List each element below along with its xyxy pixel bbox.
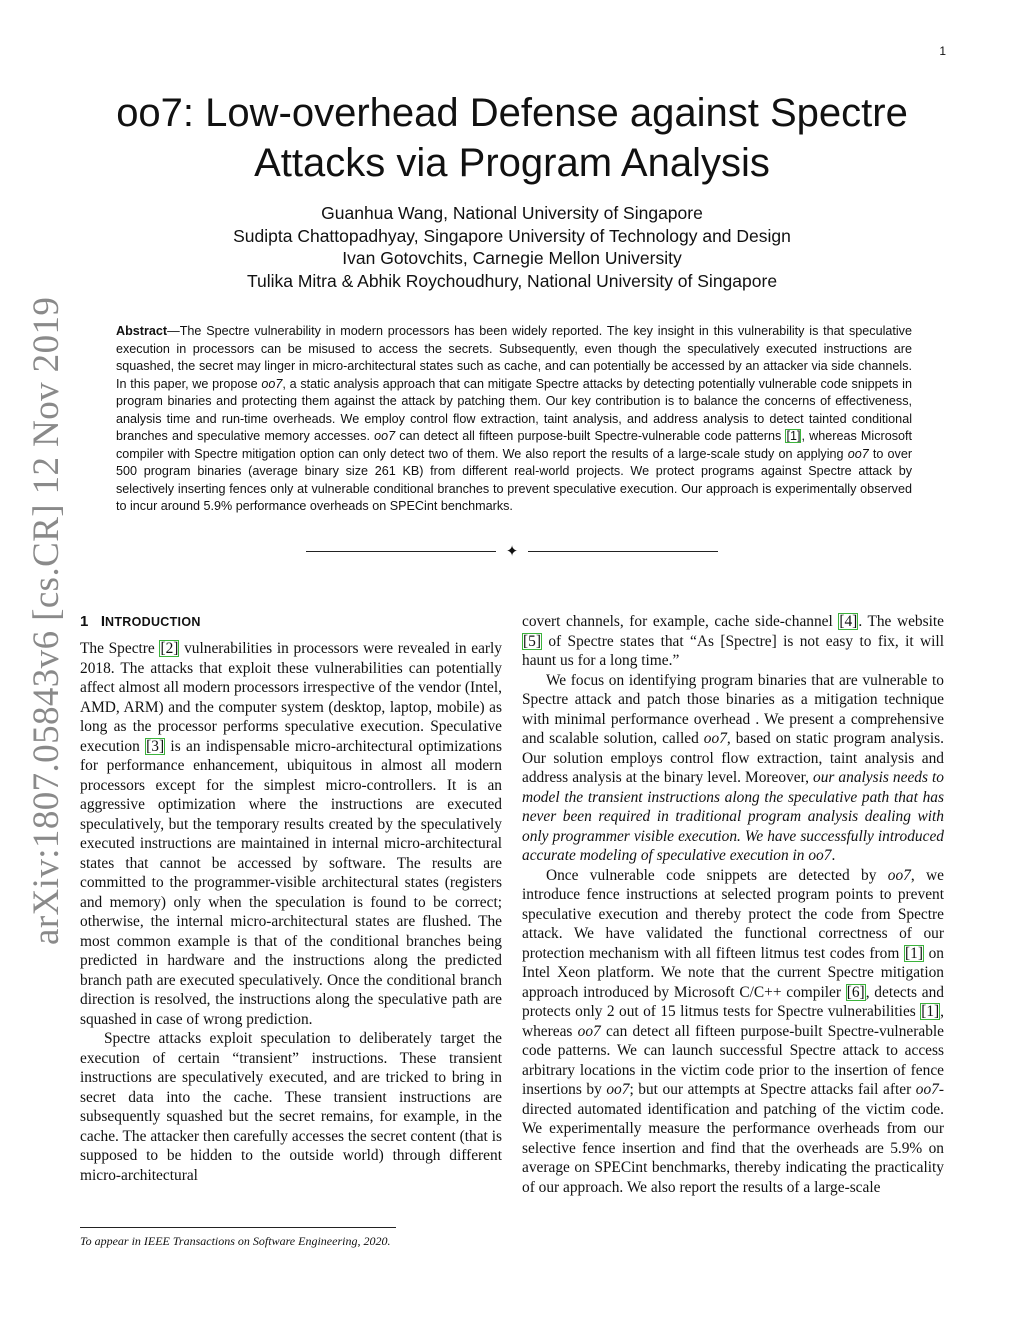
citation-link[interactable]: [4] xyxy=(839,613,858,630)
abstract: Abstract—The Spectre vulnerability in modern processors has been widely reported. The key insight in this vulnerability is that speculative execution in processors can be misused to access the secrets. Subsequently, even though the speculatively executed instructions are squashed, the secret may linger in micro-architectural states such as cache, and can potentially be accessed by an attacker via side channels. In this paper, we propose oo7, a static analysis approach that can mitigate Spectre attacks by detecting potentially vulnerable code snippets in program binaries and protecting them against the attack by patching them. Our key contribution is to balance the concerns of effectiveness, analysis time and run-time overheads. We employ control flow extraction, taint analysis, and address analysis to detect tainted conditional branches and speculative memory accesses. oo7 can detect all fifteen purpose-built Spectre-vulnerable code patterns [1], whereas Microsoft compiler with Spectre mitigation option can only detect two of them. We also report the results of a large-scale study on applying oo7 to over 500 program binaries (average binary size 261 KB) from different real-world projects. We protect programs against Spectre attack by selectively inserting fences only at vulnerable conditional branches to prevent speculative execution. Our approach is experimentally observed to incur around 5.9% performance overheads on SPECint benchmarks. xyxy=(116,324,913,513)
author-line: Ivan Gotovchits, Carnegie Mellon University xyxy=(342,248,682,268)
author-line: Tulika Mitra & Abhik Roychoudhury, National University of Singapore xyxy=(246,270,778,291)
title-line-1: oo7: Low-overhead Defense against Spectre xyxy=(116,91,908,135)
section-divider xyxy=(300,542,724,560)
author-list xyxy=(100,202,924,292)
citation-link[interactable]: [6] xyxy=(846,983,865,1001)
arxiv-identifier-stamp: arXiv:1807.05843v6 [cs.CR] 12 Nov 2019 xyxy=(26,296,67,945)
citation-link[interactable]: [1] xyxy=(921,1003,940,1020)
citation-link[interactable]: [5] xyxy=(523,632,541,650)
paragraph: Once vulnerable code snippets are detected by oo7, we introduce fence instructions at selected program points to prevent speculative execution and thereby protect the code from Spectre attack. We have validated the functional correctness of our protection mechanism with all fifteen litmus test codes from [1] on Intel Xeon platform. We note that the current Spectre mitigation approach introduced by Microsoft C/C++ compiler [6], detects and protects only 2 out of 15 litmus tests for Spectre vulnerabilities [1], whereas oo7 can detect all fifteen purpose-built Spectre-vulnerable code patterns. We can launch successful Spectre attack to access arbitrary locations in the victim code prior to the insertion of fence insertions by oo7; but our attempts at Spectre attacks fail after oo7-directed automated identification and patching of the victim code. We experimentally measure the performance overheads from our selective fence insertion and find that the overheads are 5.9% on average on SPECint benchmarks, thereby indicating the practicality of our approach. We also report the results of a large-scale xyxy=(522,866,945,1196)
citation-link[interactable]: [1] xyxy=(905,944,923,962)
author-line: Guanhua Wang, National University of Singapore xyxy=(321,203,703,223)
divider-rule xyxy=(306,551,496,552)
paragraph: Spectre attacks exploit speculation to deliberately target the execution of certain “transient” instructions. These transient instructions are speculatively executed, and are tricked to bring in secret data into the cache. These transient instructions are subsequently squashed but the secret remains, for example, in the cache. The attacker then carefully accesses the secret content (that is supposed to be hidden to the outside world) through different micro-architectural xyxy=(80,1030,502,1184)
right-column xyxy=(522,612,944,1197)
page-number: 1 xyxy=(939,44,946,58)
paragraph: covert channels, for example, cache side-channel [4]. The website [5] of Spectre states that “As [Spectre] is not easy to fix, it will haunt us for a long time.” xyxy=(522,613,944,669)
paragraph: We focus on identifying program binaries that are vulnerable to Spectre attack and patch those binaries as a mitigation technique with minimal performance overhead . We present a comprehensive and scalable solution, called oo7, based on static program analysis. Our solution employs control flow extraction, taint analysis and address analysis at the binary level. Moreover, our analysis needs to model the transient instructions along the speculative path that has never been required in traditional program analysis dealing with only programmer visible execution. We have successfully introduced accurate modeling of speculative execution in oo7. xyxy=(522,671,944,864)
footnote-rule xyxy=(80,1227,396,1228)
divider-ornament-icon: ✦ xyxy=(505,541,519,560)
title-line-2: Attacks via Program Analysis xyxy=(254,141,770,185)
citation-link[interactable]: [2] xyxy=(160,640,179,657)
footnote: To appear in IEEE Transactions on Software Engineering, 2020. xyxy=(80,1234,391,1248)
author-line: Sudipta Chattopadhyay, Singapore University of Technology and Design xyxy=(233,225,791,246)
left-column xyxy=(80,612,502,1185)
paper-title xyxy=(60,88,964,188)
section-heading: 1 INTRODUCTION xyxy=(80,613,201,630)
paragraph: The Spectre [2] vulnerabilities in processors were revealed in early 2018. The attacks that exploit these vulnerabilities can potentially affect almost all modern processors irrespective of the vendor (Intel, AMD, ARM) and the computer system (desktop, laptop, mobile) as long as the processor performs speculative execution. Speculative execution [3] is an indispensable micro-architectural optimizations for performance enhancement, ubiquitous in almost all modern processors except for the simplest micro-controllers. It is an aggressive optimization where the instructions are executed speculatively, but the temporary results created by the speculatively executed instructions are maintained in internal micro-architectural states that cannot be accessed by software. The results are committed to the programmer-visible architectural states (registers and memory) only when the speculation is found to be correct; otherwise, the internal micro-architectural states are flushed. The most common example is that of the conditional branches being predicted in hardware and the instructions along the predicted branch path are executed speculatively. Once the conditional branch direction is resolved, the instructions along the speculative path are squashed in case of wrong prediction. xyxy=(80,640,502,1028)
citation-link[interactable]: [1] xyxy=(786,429,801,443)
divider-rule xyxy=(528,551,718,552)
citation-link[interactable]: [3] xyxy=(146,737,165,755)
abstract-label: Abstract xyxy=(116,324,168,338)
